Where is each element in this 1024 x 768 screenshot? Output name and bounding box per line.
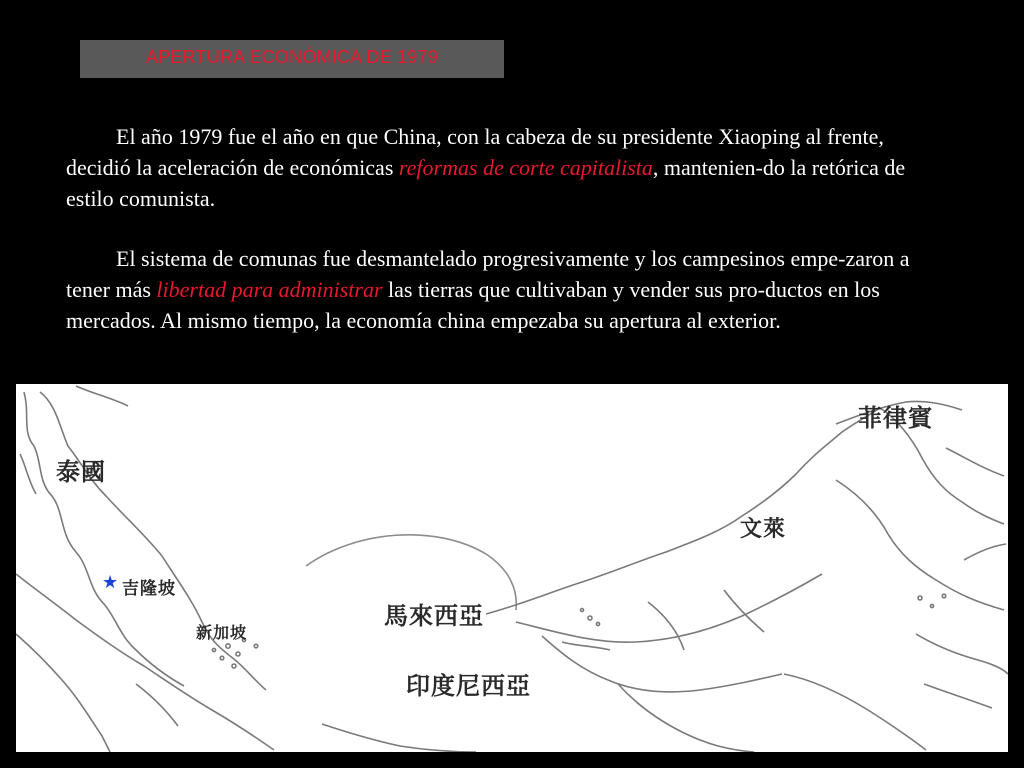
map-label-malaysia: 馬來西亞 (384, 602, 484, 630)
paragraph-2-highlight: libertad para administrar (156, 277, 383, 302)
map-label-thailand: 泰國 (56, 458, 106, 486)
paragraph-2-text-b: las tierras que cultivaban y vender sus pro-ductos en los mercados. Al mismo tiempo, la economía china empezaba su apertura al exterior. (66, 277, 880, 333)
map-label-indonesia: 印度尼西亞 (406, 672, 531, 700)
star-icon: ★ (102, 572, 119, 593)
paragraph-2 (66, 243, 946, 336)
paragraph-1-text-b: , mantenien-do la retórica de estilo comunista. (66, 155, 906, 211)
map-label-singapore: 新加坡 (196, 623, 248, 642)
paragraph-1-text-a: El año 1979 fue el año en que China, con la cabeza de su presidente Xiaoping al frente, decidió la aceleración de económicas (66, 124, 884, 180)
map-label-brunei: 文萊 (740, 517, 787, 542)
southeast-asia-map (16, 384, 1008, 752)
slide-title: APERTURA ECONÓMICA DE 1979 (146, 47, 438, 67)
map-label-kuala-lumpur: 吉隆坡 (122, 579, 176, 599)
map-label-philippines: 菲律賓 (858, 404, 933, 432)
paragraph-2-text-a: El sistema de comunas fue desmantelado progresivamente y los campesinos empe-zaron a tener más (66, 246, 910, 302)
title-bar (80, 40, 504, 78)
paragraph-1-highlight: reformas de corte capitalista (398, 155, 653, 180)
paragraph-1 (66, 121, 946, 214)
